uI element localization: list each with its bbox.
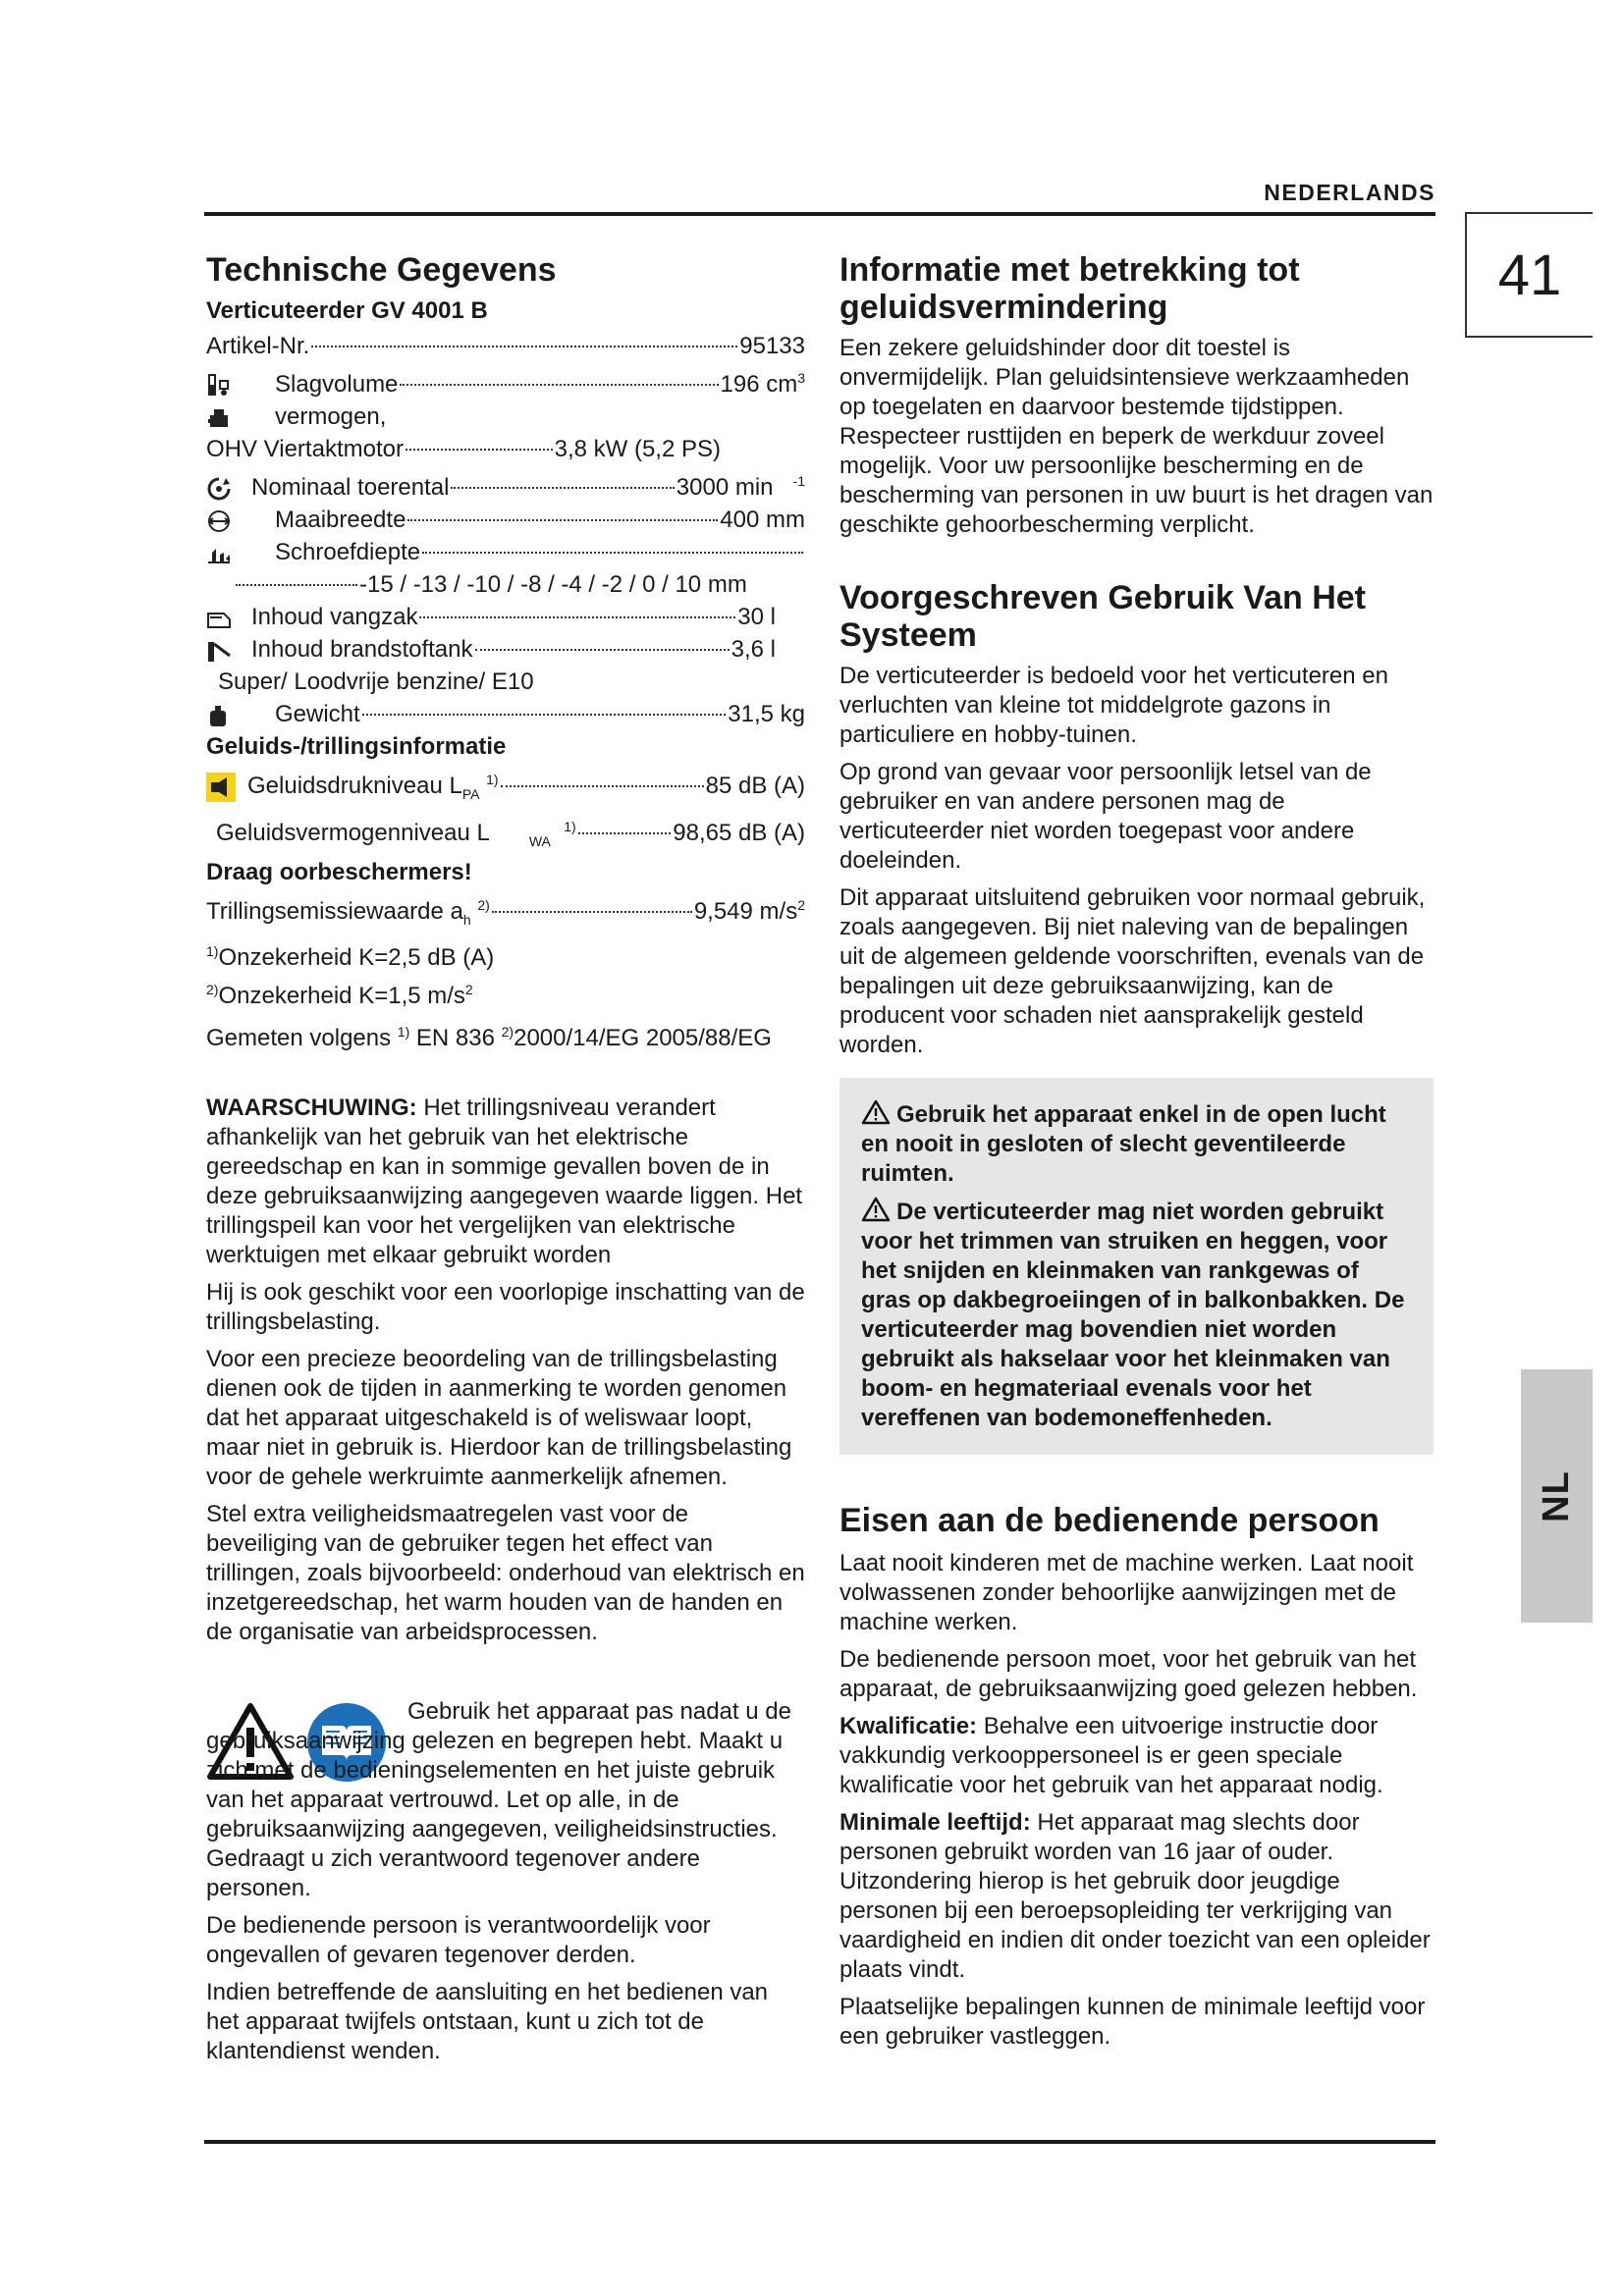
safety-warning-box <box>839 1078 1434 1455</box>
page-number: 41 <box>1465 212 1593 338</box>
safety-warning-1: Gebruik het apparaat enkel in de open lucht en nooit in gesloten of slecht geventileerde ruimten. <box>861 1101 1386 1187</box>
language-side-tab-label: NL <box>1536 1469 1577 1522</box>
spec-fuel-type: Super/ Loodvrije benzine/ E10 <box>218 668 534 695</box>
operator-requirements-title: Eisen aan de bedienende persoon <box>839 1502 1380 1539</box>
intended-use-paragraph-1: De verticuteerder is bedoeld voor het verticuteren en verluchten van kleine tot middelgrote gazons in particuliere en hobby-tuinen. <box>839 663 1388 748</box>
fuel-tank-icon <box>206 638 232 664</box>
right-column <box>839 251 1434 2059</box>
warning-paragraph-4: Stel extra veiligheidsmaatregelen vast voor de beveiliging van de gebruiker tegen het effect van trillingen, zoals bijvoorbeeld: onderhoud van elektrisch en inzetgereedschap, het warm houden van de handen en de organisatie van arbeidsprocessen. <box>206 1501 805 1646</box>
manual-notice-text: Gebruik het apparaat pas nadat u de gebruiksaanwijzing gelezen en begrepen hebt. Maakt u zich met de bedieningselementen en het juiste gebruik van het apparaat vertrouwd. Let op alle, in de gebruiksaanwijzing aangegeven, veiligheidsinstructies. Gedraagt u zich verantwoord tegenover andere personen. <box>206 1698 791 1902</box>
warning-section <box>206 1094 805 1647</box>
bottom-divider <box>204 2140 1435 2144</box>
operator-paragraph-2: De bedienende persoon moet, voor het gebruik van het apparaat, de gebruiksaanwijzing goed gelezen hebben. <box>839 1646 1418 1702</box>
spec-list <box>206 330 805 1054</box>
sound-level-icon <box>206 773 236 802</box>
working-depth-icon <box>206 541 232 566</box>
spec-schroefdiepte-values: -15 / -13 / -10 / -8 / -4 / -2 / 0 / 10 mm <box>206 568 805 601</box>
spec-gewicht: Gewicht 31,5 kg <box>206 698 805 730</box>
spec-brandstoftank: Inhoud brandstoftank 3,6 l <box>206 633 805 666</box>
spec-geluidsdruk: Geluidsdrukniveau $L_{PA}$ $^{1)}$ 85 dB (A) <box>206 764 805 811</box>
spec-artikel: Artikel-Nr. 95133 <box>206 333 805 359</box>
spec-geluidsvermogen: Geluidsvermogenniveau L $_{WA}$ $^{1)}$ 98,65 dB (A) <box>216 818 805 849</box>
spec-vangzak: Inhoud vangzak 30 l <box>206 601 805 633</box>
measured-standards: Gemeten volgens $^{1)}$ EN 836 $^{2)}$2000/14/EG 2005/88/EG <box>206 1024 772 1052</box>
sound-vibration-title: Geluids-/trillingsinformatie <box>206 733 507 760</box>
minimum-age-paragraph: Minimale leeftijd: Het apparaat mag slechts door personen gebruikt worden van 16 jaar of ouder. Uitzondering hierop is het gebruik door jeugdige personen bij een beroepsopleiding ter verkrijging van vaardigheid en indien dit onder toezicht van een opleider plaats vindt. <box>839 1809 1431 1983</box>
spec-schroefdiepte: Schroefdiepte <box>206 536 805 568</box>
spec-trilling: Trillingsemissiewaarde $a_h$ $^{2)}$ 9,549 $m/s^2$ <box>206 896 805 928</box>
weight-icon <box>206 703 232 728</box>
rpm-icon <box>206 476 232 502</box>
warning-triangle-icon <box>861 1197 891 1222</box>
grass-bag-icon <box>206 606 232 631</box>
engine-displacement-icon <box>206 373 232 399</box>
spec-vermogen: vermogen, <box>206 400 805 433</box>
top-divider <box>204 212 1435 216</box>
cutting-width-icon <box>206 508 232 534</box>
qualification-paragraph: Kwalificatie: Behalve een uitvoerige instructie door vakkundig verkooppersoneel is er geen speciale kwalificatie voor het gebruik van het apparaat nodig. <box>839 1713 1383 1798</box>
left-column <box>206 251 805 2074</box>
noise-reduction-title: Informatie met betrekking tot geluidsvermindering <box>839 251 1300 326</box>
local-regulations-paragraph: Plaatselijke bepalingen kunnen de minimale leeftijd voor een gebruiker vastleggen. <box>839 1994 1426 2050</box>
uncertainty-sound: $^{1)}$Onzekerheid K=2,5 dB (A) <box>206 943 495 972</box>
noise-reduction-text: Een zekere geluidshinder door dit toestel is onvermijdelijk. Plan geluidsintensieve werkzaamheden op toegelaten en daarvoor bestemde tijdstippen. Respecteer rusttijden en beperk de werkduur zoveel mogelijk. Voor uw persoonlijke bescherming en de bescherming van personen in uw buurt is het dragen van geschikte gehoorbescherming verplicht. <box>839 335 1434 538</box>
service-text: Indien betreffende de aansluiting en het bedienen van het apparaat twijfels ontstaan, kunt u zich tot de klantendienst wenden. <box>206 1979 769 2065</box>
spec-motor: OHV Viertaktmotor 3,8 kW (5,2 PS) <box>206 436 721 462</box>
responsibility-text: De bedienende persoon is verantwoordelijk voor ongevallen of gevaren tegenover derden. <box>206 1912 711 1969</box>
model-subtitle: Verticuteerder GV 4001 B <box>206 297 488 324</box>
ear-protection-warning: Draag oorbeschermers! <box>206 858 472 885</box>
safety-warning-2: De verticuteerder mag niet worden gebruikt voor het trimmen van struiken en heggen, voor het snijden en kleinmaken van rankgewas of gras op dakbegroeiingen of in balkonbakken. De verticuteerder mag bovendien niet worden gebruikt als hakselaar voor het kleinmaken van boom- en hegmateriaal evenals voor het vereffenen van bodemoneffenheden. <box>861 1199 1405 1431</box>
intended-use-paragraph-2: Op grond van gevaar voor persoonlijk letsel van de gebruiker en van andere personen mag de verticuteerder niet worden toegepast voor andere doeleinden. <box>839 759 1372 874</box>
warning-paragraph-3: Voor een precieze beoordeling van de trillingsbelasting dienen ook de tijden in aanmerking te worden genomen dat het apparaat uitgeschakeld is of weliswaar loopt, maar niet in gebruik is. Hierdoor kan de trillingsbelasting voor de gehele werkruimte aanmerkelijk afnemen. <box>206 1346 792 1491</box>
operator-paragraph-1: Laat nooit kinderen met de machine werken. Laat nooit volwassenen zonder behoorlijke aanwijzingen met de machine werken. <box>839 1550 1414 1635</box>
engine-power-icon <box>206 405 232 431</box>
language-header: NEDERLANDS <box>1264 180 1435 205</box>
spec-toerental: Nominaal toerental 3000 min $^{-1}$ <box>206 465 805 504</box>
warning-triangle-icon <box>861 1099 891 1125</box>
spec-maaibreedte: Maaibreedte 400 mm <box>206 504 805 536</box>
intended-use-title: Voorgeschreven Gebruik Van Het Systeem <box>839 579 1366 654</box>
warning-paragraph-1: WAARSCHUWING: Het trillingsniveau verandert afhankelijk van het gebruik van het elektrische gereedschap en kan in sommige gevallen boven de in deze gebruiksaanwijzing aangegeven waarde liggen. Het trillingspeil kan voor het vergelijken van elektrische werktuigen met elkaar gebruikt worden <box>206 1095 803 1269</box>
warning-paragraph-2: Hij is ook geschikt voor een voorlopige inschatting van de trillingsbelasting. <box>206 1279 805 1336</box>
uncertainty-vibration: $^{2)}$Onzekerheid K=1,5 $m/s^2$ <box>206 982 473 1010</box>
spec-slagvolume: Slagvolume 196 $cm^3$ <box>206 362 805 400</box>
technical-data-title: Technische Gegevens <box>206 251 557 289</box>
language-side-tab <box>1521 1369 1593 1623</box>
intended-use-paragraph-3: Dit apparaat uitsluitend gebruiken voor normaal gebruik, zoals aangegeven. Bij niet naleving van de bepalingen uit de algemeen geldende voorschriften, evenals van de bepalingen uit deze gebruiksaanwijzing, kan de producent voor schaden niet aansprakelijk gesteld worden. <box>839 884 1426 1058</box>
